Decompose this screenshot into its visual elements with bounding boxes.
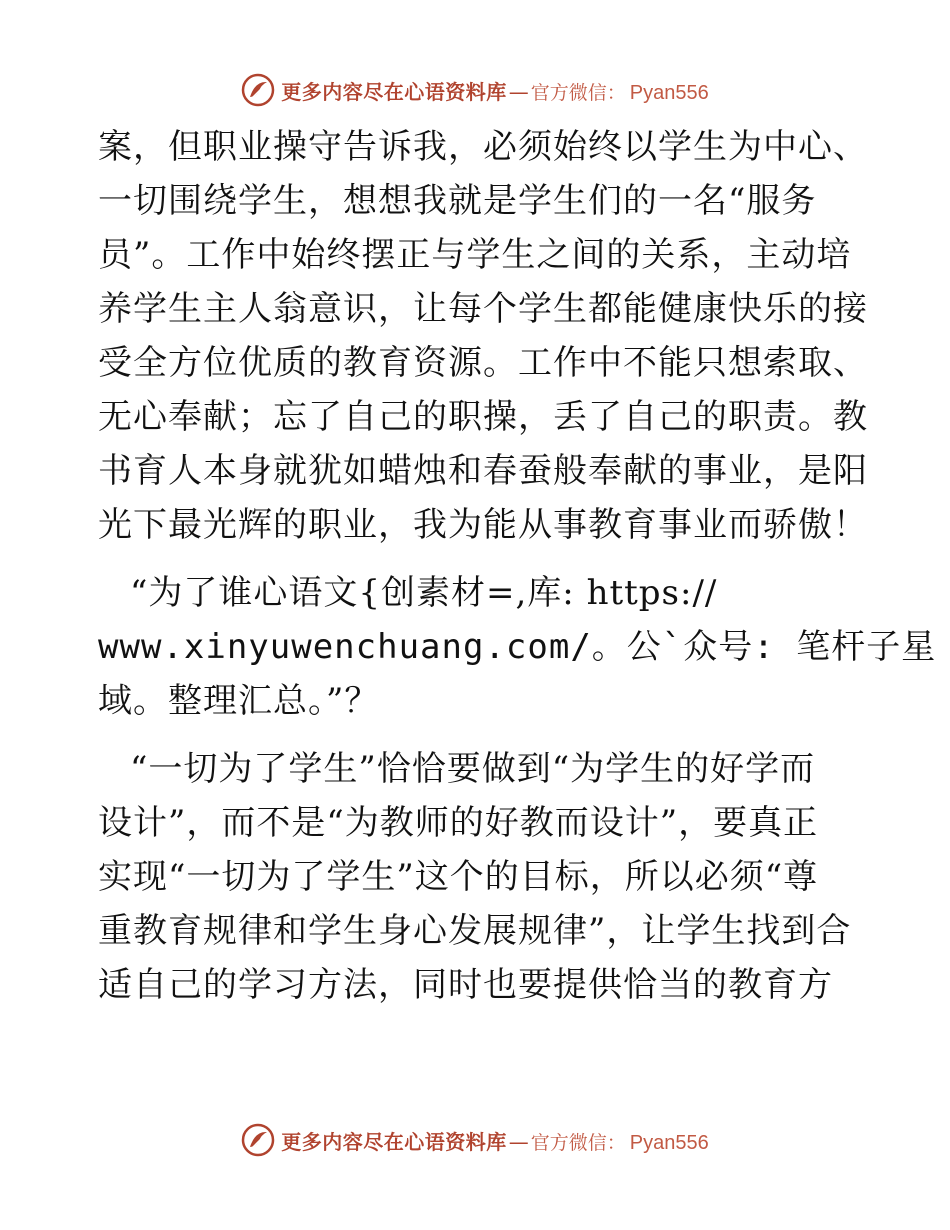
text-line-url: www.xinyuwenchuang.com/。公`众号: 笔杆子星 (98, 627, 937, 667)
header-brand-text: 更多内容尽在心语资料库 (281, 79, 507, 104)
footer-banner (0, 1120, 950, 1160)
text-line: 书育人本身就犹如蜡烛和春蚕般奉献的事业，是阳 (98, 451, 868, 491)
text-line: 养学生主人翁意识，让每个学生都能健康快乐的接 (98, 289, 868, 329)
paragraph-1 (98, 120, 868, 552)
paragraph-3 (98, 742, 858, 1012)
text-line: 无心奉献；忘了自己的职操，丢了自己的职责。教 (98, 397, 868, 437)
text-line: “一切为了学生”恰恰要做到“为学生的好学而 (130, 749, 816, 789)
paragraph-2 (98, 566, 937, 728)
header-dash: — (508, 79, 529, 104)
text-line: 域。整理汇总。”？ (98, 681, 380, 721)
footer-wechat-label: 官方微信： (530, 1131, 626, 1154)
footer-brand-text: 更多内容尽在心语资料库 (281, 1129, 507, 1154)
text-line: 重教育规律和学生身心发展规律”，让学生找到合 (98, 911, 852, 951)
footer-dash: — (508, 1129, 529, 1154)
text-line: 案，但职业操守告诉我，必须始终以学生为中心、 (98, 127, 868, 167)
text-line: 设计”，而不是“为教师的好教而设计”，要真正 (98, 803, 819, 843)
header-banner (0, 70, 950, 110)
text-line: 光下最光辉的职业，我为能从事教育事业而骄傲！ (98, 505, 868, 545)
footer-wechat-id: Pyan556 (629, 1131, 709, 1154)
logo-icon (241, 1123, 275, 1157)
document-body (98, 120, 937, 1026)
header-wechat-label: 官方微信： (530, 81, 626, 104)
text-line: 实现“一切为了学生”这个的目标，所以必须“尊 (98, 857, 819, 897)
logo-icon (241, 73, 275, 107)
text-line: 受全方位优质的教育资源。工作中不能只想索取、 (98, 343, 868, 383)
text-line: 员”。工作中始终摆正与学生之间的关系，主动培 (98, 235, 852, 275)
text-line: “为了谁心语文{创素材=,库: https:// (130, 573, 718, 613)
text-line: 适自己的学习方法，同时也要提供恰当的教育方 (98, 965, 833, 1005)
text-line: 一切围绕学生，想想我就是学生们的一名“服务 (98, 181, 817, 221)
header-wechat-id: Pyan556 (629, 81, 709, 104)
